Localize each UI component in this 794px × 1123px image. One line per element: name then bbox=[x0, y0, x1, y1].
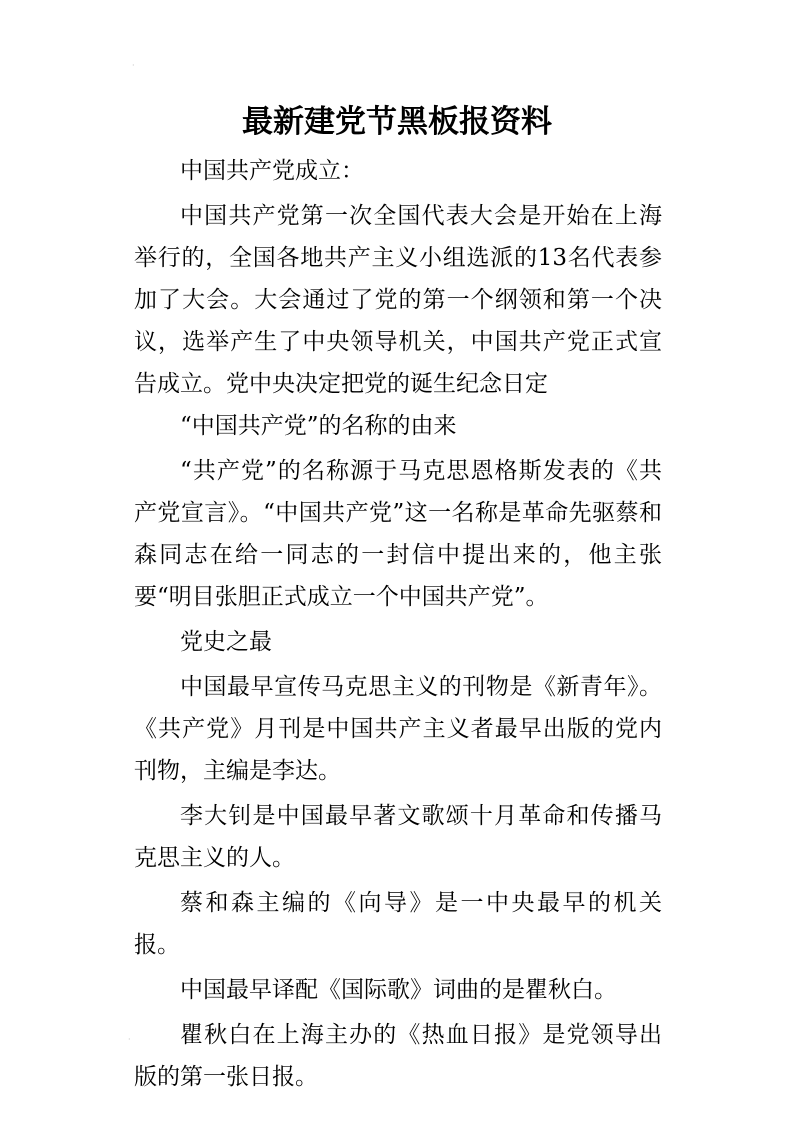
paragraph-party-founded-heading: 中国共产党成立： bbox=[180, 158, 364, 184]
document-body bbox=[134, 150, 662, 1101]
paragraph-internationale: 中国最早译配《国际歌》词曲的是瞿秋白。 bbox=[180, 977, 617, 1003]
paragraph-name-origin: “共产党”的名称源于马克思恩格斯发表的《共产党宣言》。“中国共产党”这一名称是革命先驱蔡和森同志在给一同志的一封信中提出来的，他主张要“明目张胆正式成立一个中国共产党”。 bbox=[134, 458, 662, 610]
page-corner-mark-bottom: · bbox=[128, 1035, 131, 1044]
paragraph-hot-blood-daily: 瞿秋白在上海主办的《热血日报》是党领导出版的第一张日报。 bbox=[134, 1022, 662, 1090]
paragraph-new-youth: 中国最早宣传马克思主义的刊物是《新青年》。《共产党》月刊是中国共产主义者最早出版的党内刊物，主编是李达。 bbox=[134, 674, 662, 784]
paragraph-name-origin-heading: “中国共产党”的名称的由来 bbox=[180, 413, 457, 439]
paragraph-li-dazhao: 李大钊是中国最早著文歌颂十月革命和传播马克思主义的人。 bbox=[134, 803, 662, 871]
paragraph-party-history-firsts-heading: 党史之最 bbox=[180, 629, 272, 655]
page-corner-mark-top: · bbox=[132, 61, 135, 70]
paragraph-first-congress: 中国共产党第一次全国代表大会是开始在上海举行的，全国各地共产主义小组选派的13名代表参加了大会。大会通过了党的第一个纲领和第一个决议，选举产生了中央领导机关，中国共产党正式宣告成立。党中央决定把党的诞生纪念日定 bbox=[134, 203, 662, 397]
page-title: 最新建党节黑板报资料 bbox=[242, 104, 552, 140]
paragraph-guide-newspaper: 蔡和森主编的《向导》是一中央最早的机关报。 bbox=[134, 890, 662, 958]
